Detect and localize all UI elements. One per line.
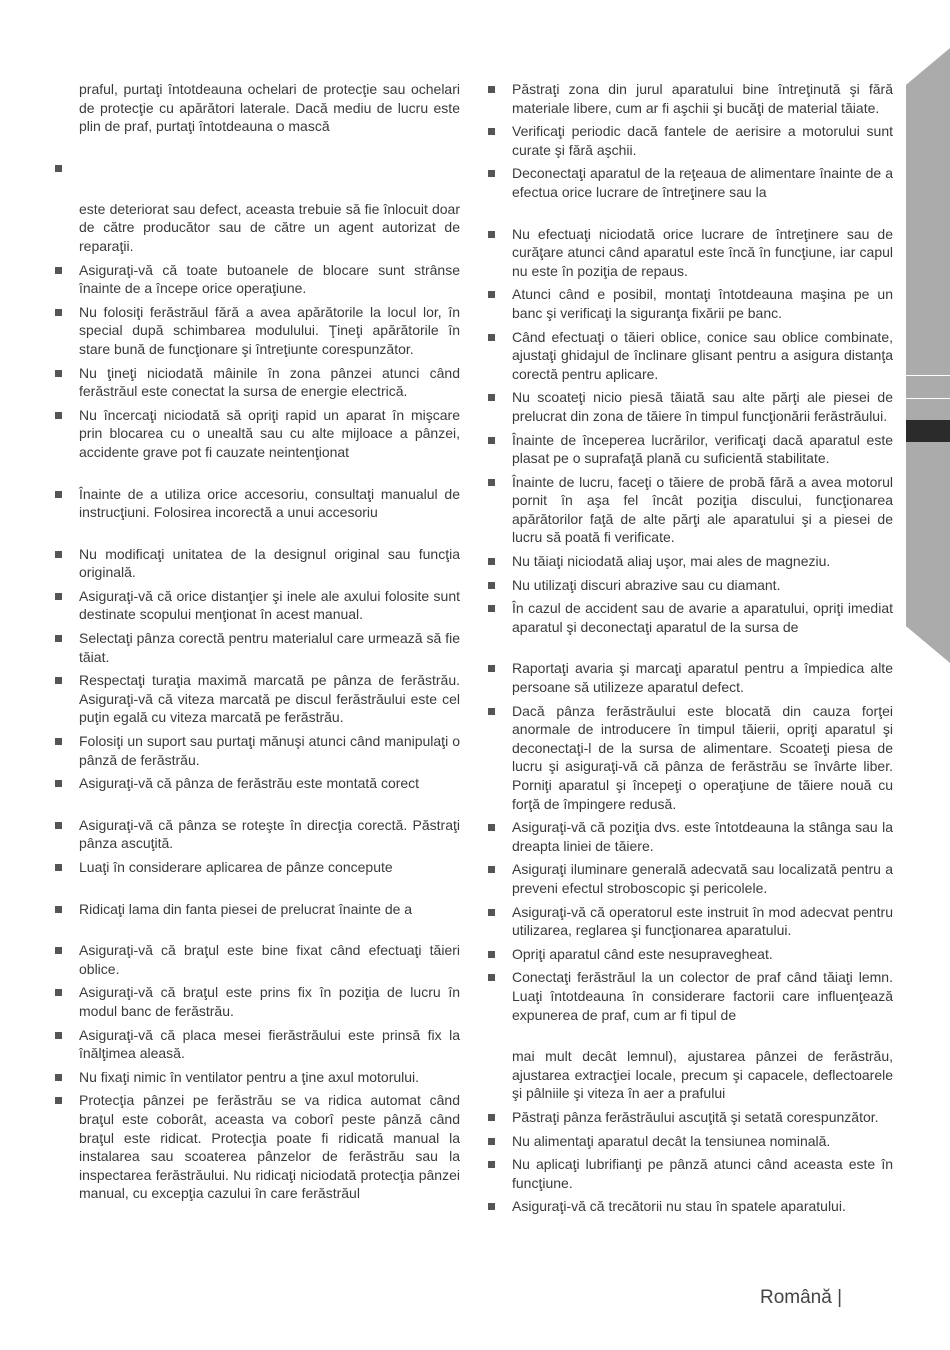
list-item: Opriţi aparatul când este nesupravegheat. [488,945,893,964]
list-item: Înainte de a utiliza orice accesoriu, consultaţi manualul de instrucţiuni. Folosirea incorectă a unui accesoriu [55,485,460,522]
list-item: Nu ţineţi niciodată mâinile în zona pânzei atunci când ferăstrăul este conectat la sursa de energie electrică. [55,364,460,401]
list-item: Asiguraţi-vă că placa mesei fierăstrăului este prinsă fix la înălţimea aleasă. [55,1026,460,1063]
list-item: Asiguraţi-vă că orice distanţier şi inele ale axului folosite sunt destinate scopului menţionat în acest manual. [55,587,460,624]
list-item: Nu efectuaţi niciodată orice lucrare de întreţinere sau de curăţare atunci când aparatul este încă în funcţiune, iar capul nu este în poziţia de repaus. [488,225,893,281]
list-item: Păstraţi zona din jurul aparatului bine întreţinută şi fără materiale libere, cum ar fi aşchii şi bucăţi de material tăiate. [488,80,893,117]
list-item: Înainte de începerea lucrărilor, verificaţi dacă aparatul este plasat pe o suprafaţă plană cu suficientă stabilitate. [488,431,893,468]
list-item: Protecţia pânzei pe ferăstrău se va ridica automat când braţul este coborât, aceasta va coborî peste pânză când braţul este ridicat. Protecţia poate fi ridicată manual la instalarea sau scoaterea pânzelor de ferăstrău sau la inspectarea ferăstrăului. Nu ridicaţi niciodată protecţia pânzei manual, cu excepţia cazului în care ferăstrăul [55,1091,460,1203]
list-item: Verificaţi periodic dacă fantele de aerisire a motorului sunt curate şi fără aşchii. [488,122,893,159]
list-item: Nu modificaţi unitatea de la designul original sau funcţia originală. [55,545,460,582]
right-column [488,80,893,1221]
list-item: Asiguraţi-vă că poziţia dvs. este întotdeauna la stânga sau la dreapta liniei de tăiere. [488,818,893,855]
left-column [55,80,460,1208]
list-item: Nu folosiţi ferăstrăul fără a avea apărătorile la locul lor, în special după schimbarea modulului. Ţineţi apărătorile în stare bună de funcţionare şi întreţiunte corespunzător. [55,303,460,359]
side-tab-marker [906,420,950,442]
list-item: Nu aplicaţi lubrifianţi pe pânză atunci când aceasta este în funcţiune. [488,1155,893,1192]
list-item: Asiguraţi-vă că operatorul este instruit în mod adecvat pentru utilizarea, reglarea şi funcţionarea aparatului. [488,903,893,940]
list-item: În cazul de accident sau de avarie a aparatului, opriţi imediat aparatul şi deconectaţi aparatul de la sursa de [488,599,893,636]
side-tab-divider [906,398,950,399]
list-item: Atunci când e posibil, montaţi întotdeauna maşina pe un banc şi verificaţi la siguranţa fixării pe banc. [488,285,893,322]
list-item: Înainte de lucru, faceţi o tăiere de probă fără a avea motorul pornit în aşa fel încât poziţia discului, funcţionarea apărătorilor faţă de alte părţi ale aparatului şi a piesei de lucru să poată fi verificate. [488,473,893,547]
list-item: Conectaţi ferăstrăul la un colector de praf când tăiaţi lemn. Luaţi întotdeauna în considerare factorii care influenţează expunerea de praf, cum ar fi tipul de [488,968,893,1024]
list-item: praful, purtaţi întotdeauna ochelari de protecţie sau ochelari de protecţie cu apărători laterale. Dacă mediu de lucru este plin de praf, purtaţi întotdeauna o mască [79,81,460,135]
list-item: este deteriorat sau defect, aceasta trebuie să fie înlocuit doar de către producător sau de către un agent autorizat de reparaţii. [79,200,460,254]
list-item: Nu scoateţi nicio piesă tăiată sau alte părţi ale piesei de prelucrat din zona de tăiere în timpul funcţionării ferăstrăului. [488,388,893,425]
page-footer-language: Română | [760,1287,843,1308]
list-item: Nu tăiaţi niciodată aliaj uşor, mai ales de magneziu. [488,552,893,571]
list-item: Asiguraţi-vă că braţul este prins fix în poziţia de lucru în modul banc de ferăstrău. [55,983,460,1020]
list-item: Nu fixaţi nimic în ventilator pentru a ţine axul motorului. [55,1068,460,1087]
list-item: Asiguraţi-vă că trecătorii nu stau în spatele aparatului. [488,1197,893,1216]
list-item: Nu alimentaţi aparatul decât la tensiunea nominală. [488,1132,893,1151]
list-item: Luaţi în considerare aplicarea de pânze concepute [55,858,460,877]
side-tab [906,48,950,663]
list-item: Nu încercaţi niciodată să opriţi rapid un aparat în mişcare prin blocarea cu o unealtă sau cu alte mijloace a pânzei, accidente grave pot fi cauzate neintenţionat [55,406,460,462]
list-item: Asiguraţi-vă că toate butoanele de blocare sunt strânse înainte de a începe orice operaţiune. [55,261,460,298]
list-item: Păstraţi pânza ferăstrăului ascuţită şi setată corespunzător. [488,1108,893,1127]
list-item: Raportaţi avaria şi marcaţi aparatul pentru a împiedica alte persoane să utilizeze aparatul defect. [488,659,893,696]
list-item: Ridicaţi lama din fanta piesei de prelucrat înainte de a [55,900,460,919]
list-item: Nu utilizaţi discuri abrazive sau cu diamant. [488,576,893,595]
list-item: Asiguraţi-vă că pânza se roteşte în direcţia corectă. Păstraţi pânza ascuţită. [55,816,460,853]
list-item: Când efectuaţi o tăieri oblice, conice sau oblice combinate, ajustaţi ghidajul de înclinare glisant pentru a asigura distanţa corectă pentru aplicare. [488,328,893,384]
list-item: Folosiţi un suport sau purtaţi mănuşi atunci când manipulaţi o pânză de ferăstrău. [55,732,460,769]
list-item: Dacă pânza ferăstrăului este blocată din cauza forţei anormale de introducere în timpul tăierii, opriţi aparatul şi deconectaţi-l de la sursa de alimentare. Scoateţi piesa de lucru şi asiguraţi-vă că pânza de ferăstrău se învârte liber. Porniţi aparatul şi începeţi o operaţiune de tăiere nouă cu forţă de împingere redusă. [488,702,893,814]
list-item: Respectaţi turaţia maximă marcată pe pânza de ferăstrău. Asiguraţi-vă că viteza marcată pe discul ferăstrăului este cel puţin egală cu viteza marcată pe ferăstrău. [55,671,460,727]
list-item [55,159,460,177]
list-item: Deconectaţi aparatul de la reţeaua de alimentare înainte de a efectua orice lucrare de întreţinere sau la [488,164,893,201]
list-item: Asiguraţi-vă că braţul este bine fixat când efectuaţi tăieri oblice. [55,941,460,978]
list-item: Asiguraţi-vă că pânza de ferăstrău este montată corect [55,774,460,793]
list-item: Selectaţi pânza corectă pentru materialul care urmează să fie tăiat. [55,629,460,666]
side-tab-divider [906,375,950,376]
list-item: Asiguraţi iluminare generală adecvată sau localizată pentru a preveni efectul stroboscopic şi pericolele. [488,860,893,897]
list-item: mai mult decât lemnul), ajustarea pânzei de ferăstrău, ajustarea extracţiei locale, precum şi capacele, deflectoarele şi pâlniile şi viteza în aer a prafului [512,1048,893,1102]
